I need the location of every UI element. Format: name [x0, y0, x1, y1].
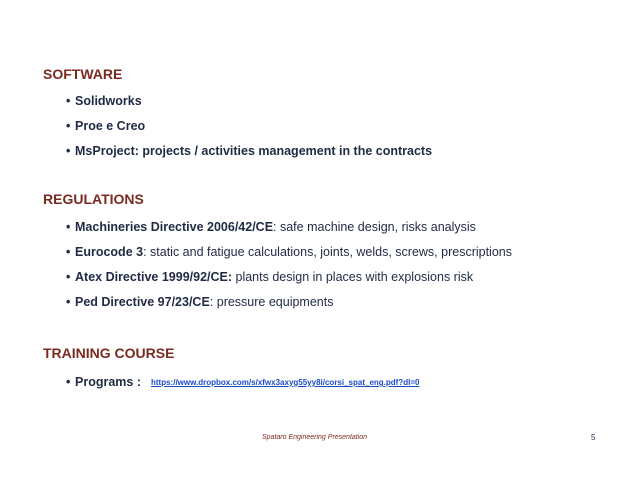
item-bold: Machineries Directive 2006/42/CE — [75, 220, 274, 234]
bullet-icon: • — [66, 144, 71, 158]
section-title-software: SOFTWARE — [43, 66, 123, 82]
item-bold: MsProject: projects / activities management in the contracts — [75, 144, 433, 158]
item-bold: Ped Directive 97/23/CE — [75, 295, 210, 309]
item-bold: Proe e Creo — [75, 119, 146, 133]
item-bold: Atex Directive 1999/92/CE: — [75, 270, 233, 284]
item-text: : safe machine design, risks analysis — [273, 220, 476, 234]
item-bold: Eurocode 3 — [75, 245, 144, 259]
list-item — [66, 269, 473, 285]
bullet-icon: • — [66, 375, 71, 389]
bullet-icon: • — [66, 270, 71, 284]
list-item — [66, 294, 333, 310]
list-item — [66, 93, 142, 109]
item-bold: Solidworks — [75, 94, 142, 108]
item-text: plants design in places with explosions risk — [232, 270, 474, 284]
page-number: 5 — [591, 433, 596, 442]
bullet-icon: • — [66, 245, 71, 259]
footer-text: Spataro Engineering Presentation — [262, 434, 368, 441]
list-item — [66, 244, 512, 260]
bullet-icon: • — [66, 119, 71, 133]
list-item — [66, 143, 432, 159]
item-text: : static and fatigue calculations, joints, welds, screws, prescriptions — [143, 245, 512, 259]
bullet-icon: • — [66, 94, 71, 108]
list-item — [66, 118, 145, 134]
bullet-icon: • — [66, 295, 71, 309]
programs-link[interactable]: https://www.dropbox.com/s/xfwx3axyg55yy8i/corsi_spat_eng.pdf?dl=0 — [151, 378, 420, 387]
section-title-training-course: TRAINING COURSE — [43, 345, 175, 361]
item-text: : pressure equipments — [209, 295, 334, 309]
bullet-icon: • — [66, 220, 71, 234]
programs-label: Programs : — [75, 375, 141, 389]
list-item — [66, 374, 419, 391]
section-title-regulations: REGULATIONS — [43, 191, 144, 207]
list-item — [66, 219, 476, 235]
